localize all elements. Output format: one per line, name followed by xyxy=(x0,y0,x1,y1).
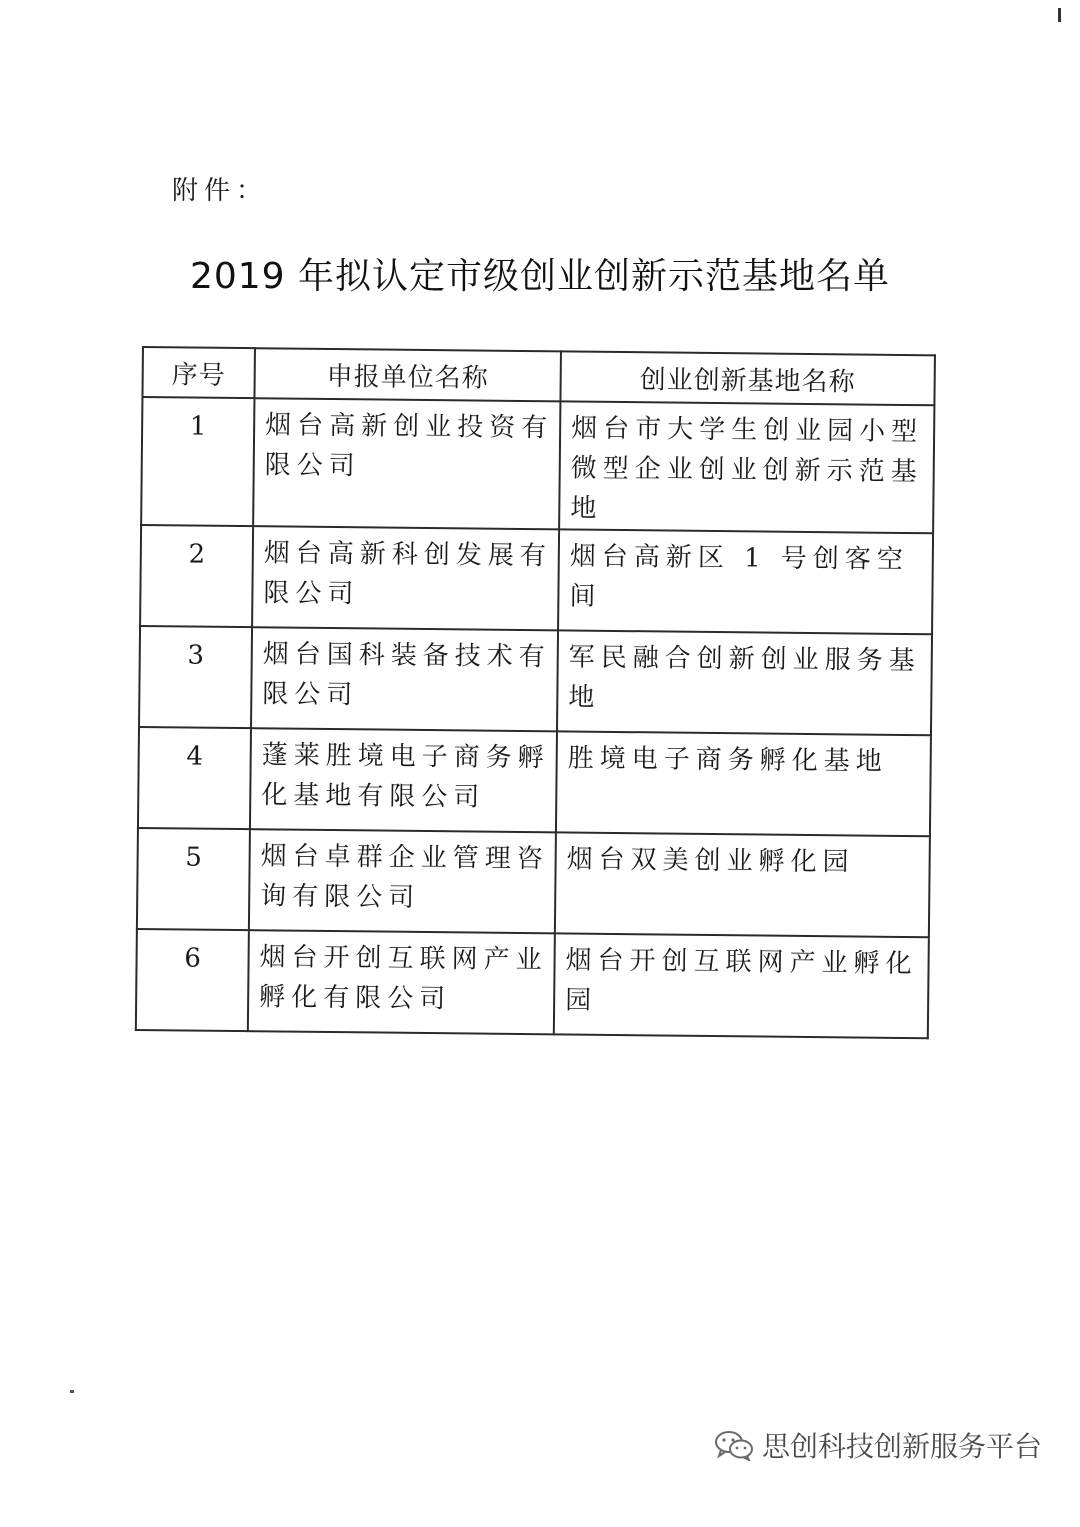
header-applicant: 申报单位名称 xyxy=(254,348,561,401)
row-base: 烟台市大学生创业园小型微型企业创业创新示范基地 xyxy=(559,401,934,533)
row-seq: 2 xyxy=(140,525,253,627)
row-base: 烟台高新区 1 号创客空间 xyxy=(558,529,933,634)
row-applicant: 烟台高新科创发展有限公司 xyxy=(252,526,559,630)
row-seq: 4 xyxy=(138,727,251,829)
base-list-table xyxy=(135,346,936,1039)
row-base: 烟台开创互联网产业孵化园 xyxy=(554,933,929,1038)
table-row xyxy=(141,397,934,533)
header-seq: 序号 xyxy=(142,347,255,398)
row-seq: 1 xyxy=(141,397,254,526)
row-seq: 5 xyxy=(137,828,250,930)
scan-mark xyxy=(1058,8,1061,22)
row-base: 烟台双美创业孵化园 xyxy=(555,832,930,937)
row-seq: 6 xyxy=(136,929,249,1031)
table-row xyxy=(137,828,930,937)
base-list-table-wrapper xyxy=(135,346,936,1039)
header-base: 创业创新基地名称 xyxy=(560,351,935,405)
scan-mark xyxy=(70,1390,74,1393)
row-applicant: 蓬莱胜境电子商务孵化基地有限公司 xyxy=(250,728,557,832)
row-base: 军民融合创新创业服务基地 xyxy=(557,630,932,735)
table-header-row xyxy=(142,347,934,405)
watermark-text: 思创科技创新服务平台 xyxy=(761,1430,1042,1463)
table-row xyxy=(139,626,932,735)
wechat-icon xyxy=(714,1429,754,1461)
table-row xyxy=(138,727,931,836)
row-applicant: 烟台国科装备技术有限公司 xyxy=(251,627,558,731)
row-seq: 3 xyxy=(139,626,252,728)
row-base: 胜境电子商务孵化基地 xyxy=(556,731,931,836)
row-applicant: 烟台开创互联网产业孵化有限公司 xyxy=(248,930,555,1034)
row-applicant: 烟台高新创业投资有限公司 xyxy=(253,398,560,529)
table-row xyxy=(140,525,933,634)
table-row xyxy=(136,929,929,1038)
wechat-watermark xyxy=(714,1425,1042,1465)
attachment-label: 附件： xyxy=(172,176,269,206)
document-title: 2019 年拟认定市级创业创新示范基地名单 xyxy=(189,256,891,297)
row-applicant: 烟台卓群企业管理咨询有限公司 xyxy=(249,829,556,933)
